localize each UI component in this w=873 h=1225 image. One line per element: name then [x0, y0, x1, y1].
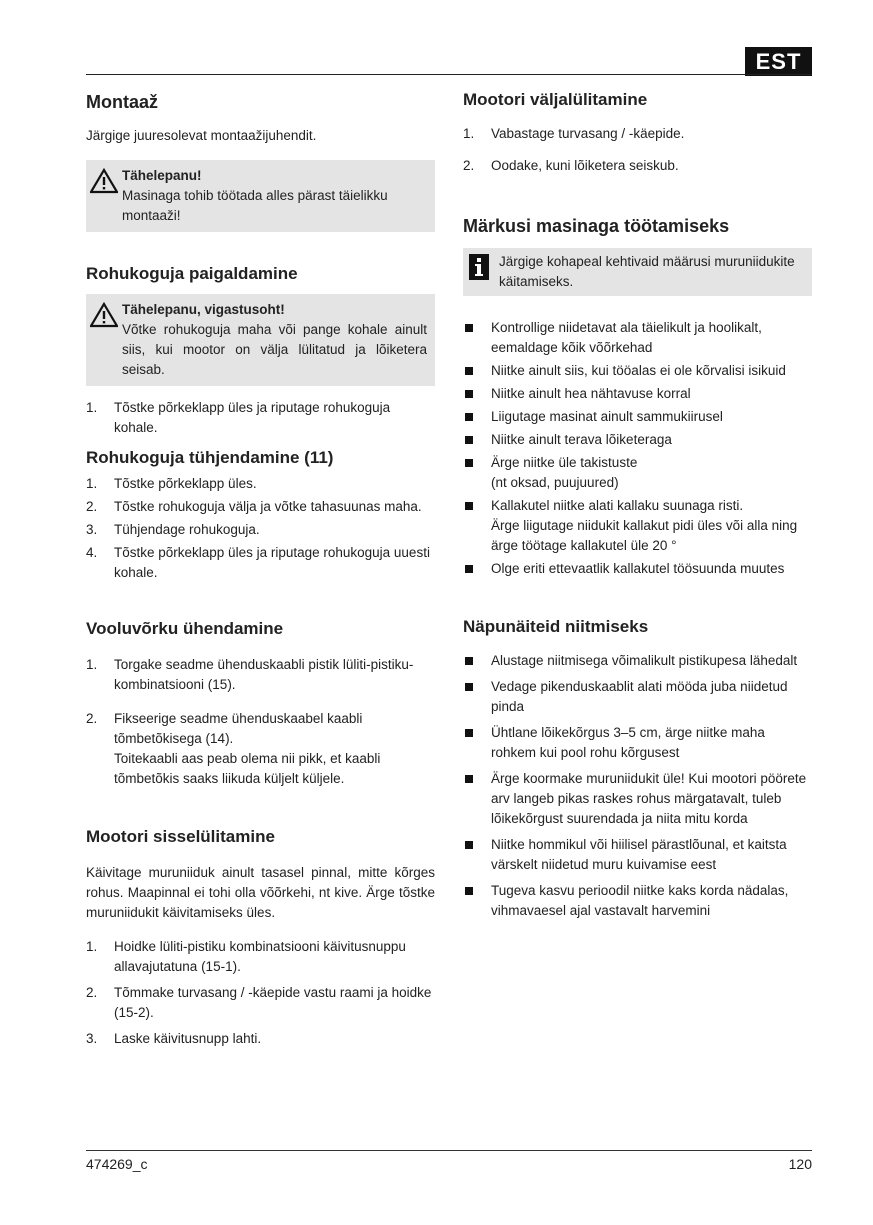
list-item: 2. Fikseerige seadme ühenduskaabel kaabli tõmbetõkisega (14). Toitekaabli aas peab olema nii pikk, et kaabli tõmbetõkis saaks liikuda küljelt küljele. — [86, 711, 381, 786]
bullet-icon — [465, 657, 473, 665]
list-item: Tugeva kasvu perioodil niitke kaks korda nädalas, vihmavaesel ajal vastavalt harvemini — [463, 881, 812, 921]
bullet-icon — [465, 841, 473, 849]
warning-title: Tähelepanu, vigastusoht! — [122, 302, 285, 317]
language-badge: EST — [745, 47, 812, 76]
napunaiteid-list — [463, 651, 812, 921]
info-text: Järgige kohapeal kehtivaid määrusi muruniidukite käitamiseks. — [499, 254, 795, 289]
bullet-icon — [465, 683, 473, 691]
bullet-icon — [465, 887, 473, 895]
bullet-icon — [465, 390, 473, 398]
warning-title: Tähelepanu! — [122, 168, 202, 183]
warning-box-montaaz — [86, 160, 435, 232]
montaaz-text: Järgige juuresolevat montaažijuhendit. — [86, 128, 317, 143]
list-item: 2. Tõmmake turvasang / -käepide vastu raami ja hoidke (15-2). — [86, 985, 432, 1020]
list-item: 3. Laske käivitusnupp lahti. — [86, 1031, 262, 1046]
list-item: Olge eriti ettevaatlik kallakutel töösuunda muutes — [463, 559, 812, 579]
heading-sisselulitamine: Mootori sisselülitamine — [86, 827, 275, 846]
warning-text: Võtke rohukoguja maha või pange kohale ainult siis, kui mootor on välja lülitatud ja lõiketera seisab. — [122, 322, 427, 377]
warning-box-rohukoguja — [86, 294, 435, 386]
list-item: 1. Vabastage turvasang / -käepide. — [463, 126, 685, 141]
bullet-icon — [465, 436, 473, 444]
bullet-icon — [465, 367, 473, 375]
page-number: 120 — [788, 1156, 812, 1172]
heading-markusi: Märkusi masinaga töötamiseks — [463, 216, 730, 236]
bullet-icon — [465, 459, 473, 467]
info-box — [463, 248, 812, 296]
heading-montaaz: Montaaž — [86, 92, 158, 112]
footer-rule — [86, 1150, 812, 1151]
heading-valjalulitamine: Mootori väljalülitamine — [463, 90, 648, 109]
bullet-icon — [465, 413, 473, 421]
bullet-icon — [465, 324, 473, 332]
list-item: Niitke ainult hea nähtavuse korral — [463, 384, 812, 404]
list-item: 1. Hoidke lüliti-pistiku kombinatsiooni käivitusnuppu allavajutatuna (15-1). — [86, 939, 406, 974]
list-item: Niitke hommikul või hiilisel pärastlõunal, et kaitsta värskelt niidetud muru kuivamise eest — [463, 835, 812, 875]
list-item: Liigutage masinat ainult sammukiirusel — [463, 407, 812, 427]
list-item: Ühtlane lõikekõrgus 3–5 cm, ärge niitke maha rohkem kui pool rohu kõrgusest — [463, 723, 812, 763]
bullet-icon — [465, 565, 473, 573]
sisselulitamine-steps — [86, 937, 435, 1049]
list-item: Kallakutel niitke alati kallaku suunaga risti. Ärge liigutage niidukit kallakut pidi üles või alla ning ärge töötage kallakutel üle 20 ° — [463, 496, 812, 556]
heading-vooluvork: Vooluvõrku ühendamine — [86, 619, 284, 638]
heading-rohukoguja-paigaldamine: Rohukoguja paigaldamine — [86, 264, 298, 283]
right-column — [463, 88, 812, 921]
rohukoguja-steps — [86, 398, 435, 438]
bullet-icon — [465, 729, 473, 737]
bullet-icon — [465, 775, 473, 783]
list-item: 4. Tõstke põrkeklapp üles ja riputage rohukoguja uuesti kohale. — [86, 545, 430, 580]
list-item: Alustage niitmisega võimalikult pistikupesa lähedalt — [463, 651, 812, 671]
list-item: 3. Tühjendage rohukoguja. — [86, 522, 260, 537]
list-item: Niitke ainult siis, kui tööalas ei ole kõrvalisi isikuid — [463, 361, 812, 381]
bullet-icon — [465, 502, 473, 510]
header-rule — [86, 74, 812, 75]
list-item: Niitke ainult terava lõiketeraga — [463, 430, 812, 450]
list-item: 2. Oodake, kuni lõiketera seiskub. — [463, 158, 679, 173]
heading-tuhjendamine: Rohukoguja tühjendamine (11) — [86, 448, 334, 467]
valjalulitamine-steps — [463, 124, 812, 176]
sisselulitamine-text: Käivitage muruniiduk ainult tasasel pinnal, mitte kõrges rohus. Maapinnal ei tohi olla võõrkehi, nt kive. Ärge tõstke muruniidukit käivitamiseks üles. — [86, 865, 435, 920]
list-item: 1. Tõstke põrkeklapp üles ja riputage rohukoguja kohale. — [86, 400, 391, 435]
list-item: Ärge koormake muruniidukit üle! Kui mootori pöörete arv langeb pikas raskes rohus märgatavalt, tuleb lõikekõrgust suurendada ja niita mitu korda — [463, 769, 812, 829]
warning-icon — [90, 302, 118, 328]
heading-napunaiteid: Näpunäiteid niitmiseks — [463, 617, 649, 636]
list-item: 1. Tõstke põrkeklapp üles. — [86, 476, 257, 491]
info-icon — [469, 254, 489, 280]
vooluvork-steps — [86, 655, 435, 789]
list-item: Kontrollige niidetavat ala täielikult ja hoolikalt, eemaldage kõik võõrkehad — [463, 318, 812, 358]
warning-text: Masinaga tohib töötada alles pärast täielikku montaaži! — [122, 188, 388, 223]
tuhjendamine-steps — [86, 474, 435, 583]
warning-icon — [90, 168, 118, 194]
list-item: Ärge niitke üle takistuste (nt oksad, puujuured) — [463, 453, 812, 493]
markusi-list — [463, 318, 812, 579]
left-column — [86, 88, 435, 1049]
list-item: 1. Torgake seadme ühenduskaabli pistik lüliti-pistiku-kombinatsiooni (15). — [86, 657, 414, 692]
list-item: Vedage pikenduskaablit alati mööda juba niidetud pinda — [463, 677, 812, 717]
list-item: 2. Tõstke rohukoguja välja ja võtke tahasuunas maha. — [86, 499, 422, 514]
document-id: 474269_c — [86, 1156, 148, 1172]
